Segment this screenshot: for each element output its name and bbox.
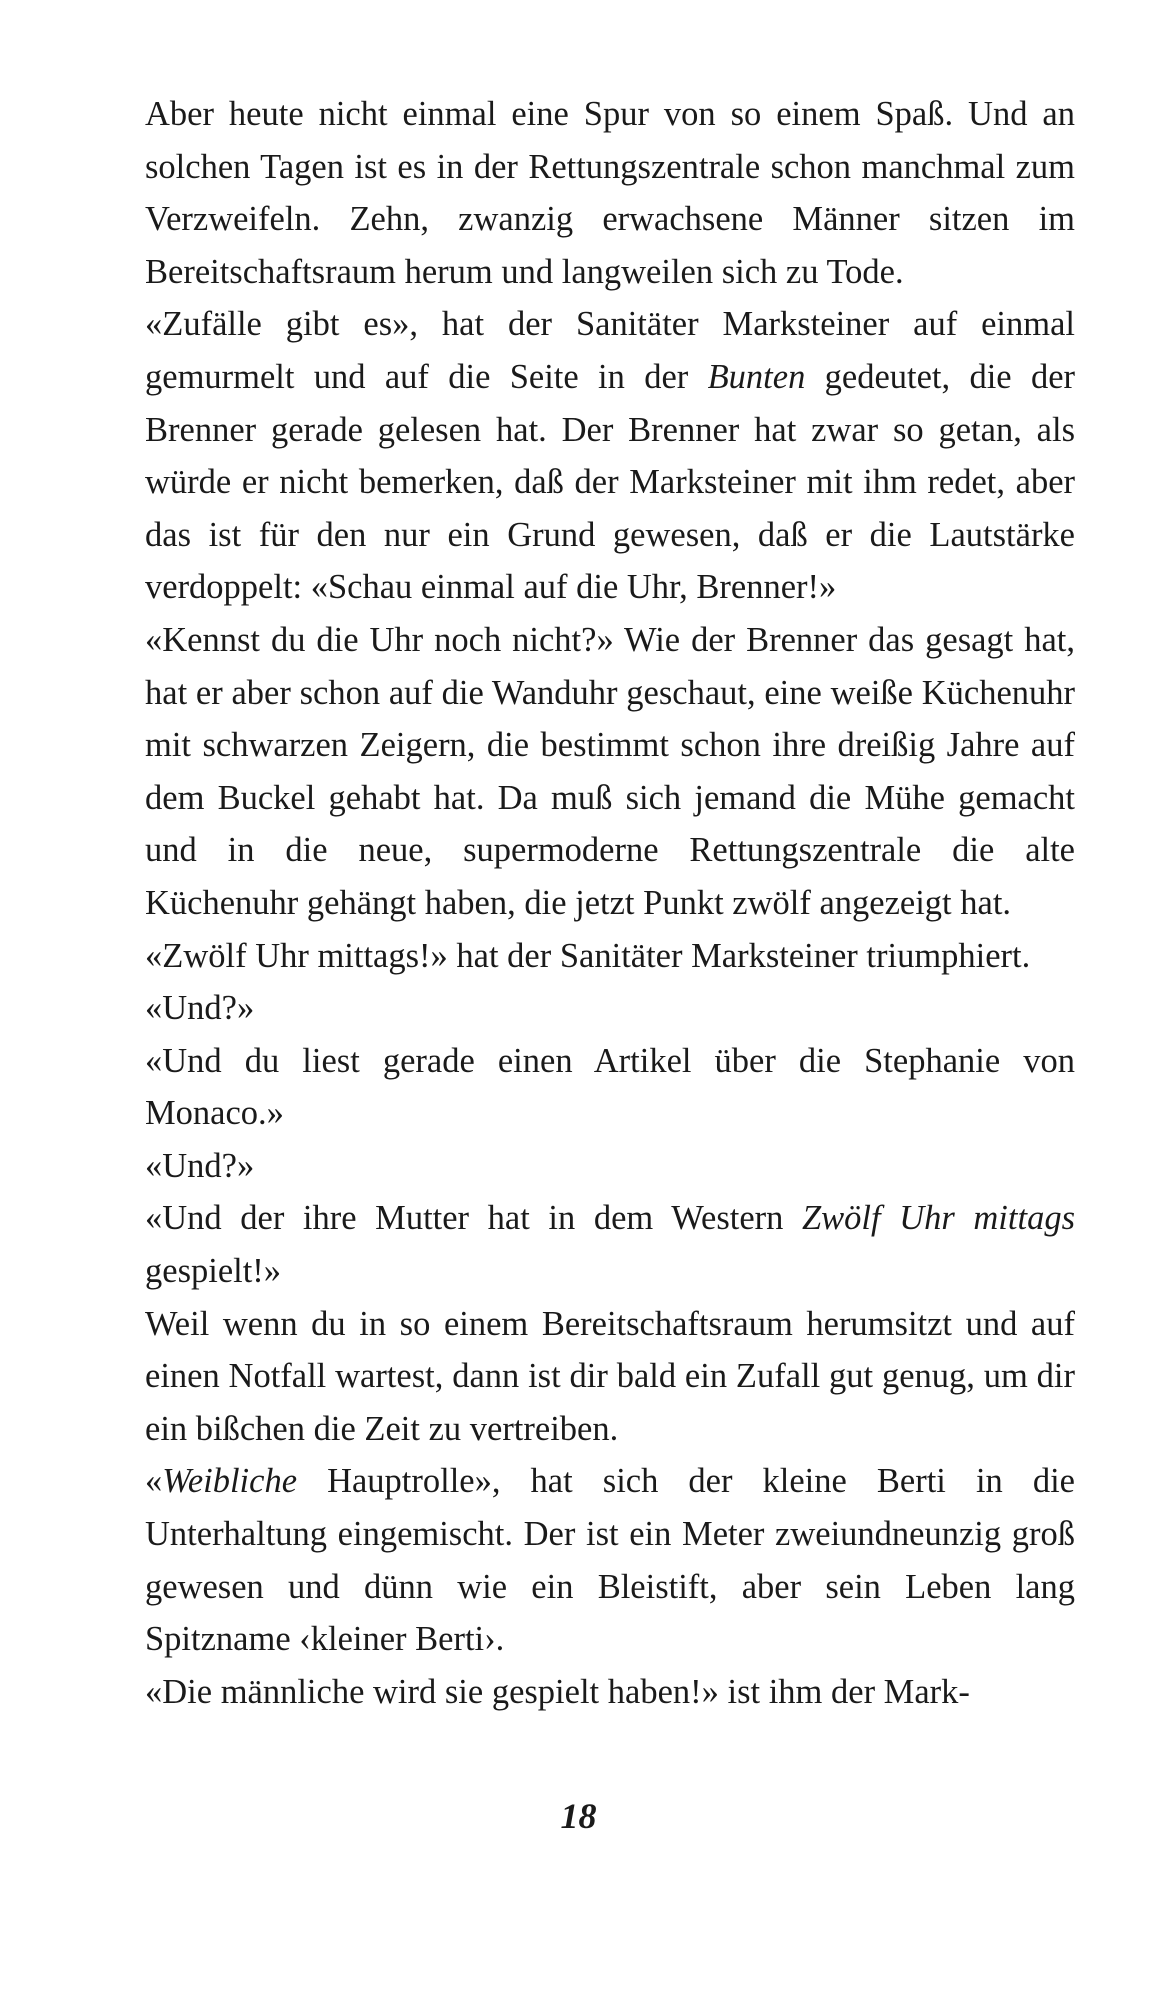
text-run: «Und der ihre Mutter hat in dem Western xyxy=(145,1199,802,1238)
text-run: «Zwölf Uhr mittags!» hat der Sanitäter Marksteiner triumphiert. xyxy=(145,936,1031,975)
paragraph xyxy=(145,88,1075,298)
text-run: Weil wenn du in so einem Bereitschaftsraum herumsitzt und auf einen Notfall wartest, dann ist dir bald ein Zufall gut genug, um dir ein bißchen die Zeit zu vertreiben. xyxy=(145,1304,1075,1448)
paragraph xyxy=(145,1035,1075,1140)
paragraph xyxy=(145,1140,1075,1193)
text-run: «Kennst du die Uhr noch nicht?» Wie der Brenner das gesagt hat, hat er aber schon auf die Wanduhr geschaut, eine weiße Küchenuhr mit schwarzen Zeigern, die bestimmt schon ihre dreißig Jahre auf dem Buckel gehabt hat. Da muß sich jemand die Mühe gemacht und in die neue, supermoderne Rettungszentrale die alte Küchenuhr gehängt haben, die jetzt Punkt zwölf angezeigt hat. xyxy=(145,620,1075,922)
paragraph xyxy=(145,1666,1075,1719)
italic-text: Weibliche xyxy=(162,1462,298,1501)
text-run: Hauptrolle», hat sich der kleine Berti in die Unterhaltung eingemischt. Der ist ein Meter zweiundneunzig groß gewesen und dünn wie ein Bleistift, aber sein Leben lang Spitzname ‹kleiner Berti›. xyxy=(145,1462,1075,1659)
text-run: «Zufälle gibt es», hat der Sanitäter Marksteiner auf einmal gemurmelt und auf die Seite in der xyxy=(145,305,1075,396)
paragraph xyxy=(145,982,1075,1035)
text-run: «Die männliche wird sie gespielt haben!» ist ihm der Mark- xyxy=(145,1672,970,1711)
paragraph xyxy=(145,298,1075,614)
text-run: «Und?» xyxy=(145,1146,255,1185)
paragraph xyxy=(145,1455,1075,1665)
text-run: Aber heute nicht einmal eine Spur von so einem Spaß. Und an solchen Tagen ist es in der Rettungszentrale schon manchmal zum Verzweifeln. Zehn, zwanzig erwachsene Männer sitzen im Bereitschaftsraum herum und langweilen sich zu Tode. xyxy=(145,95,1075,291)
text-run: « xyxy=(145,1462,163,1501)
paragraph xyxy=(145,1192,1075,1297)
italic-text: Bunten xyxy=(707,357,806,396)
text-run: «Und du liest gerade einen Artikel über die Stephanie von Monaco.» xyxy=(145,1041,1075,1133)
text-run: gespielt!» xyxy=(145,1252,282,1291)
paragraph xyxy=(145,930,1075,983)
page-number: 18 xyxy=(560,1796,597,1836)
italic-text: Zwölf Uhr mittags xyxy=(801,1199,1075,1238)
text-run: «Und?» xyxy=(145,989,255,1028)
paragraph xyxy=(145,1298,1075,1456)
book-page-text xyxy=(145,88,1075,1718)
paragraph xyxy=(145,614,1075,930)
text-run: gedeutet, die der Brenner gerade gelesen hat. Der Brenner hat zwar so getan, als würde er nicht bemerken, daß der Marksteiner mit ihm redet, aber das ist für den nur ein Grund gewesen, daß er die Lautstärke verdoppelt: «Schau einmal auf die Uhr, Brenner!» xyxy=(145,357,1076,607)
